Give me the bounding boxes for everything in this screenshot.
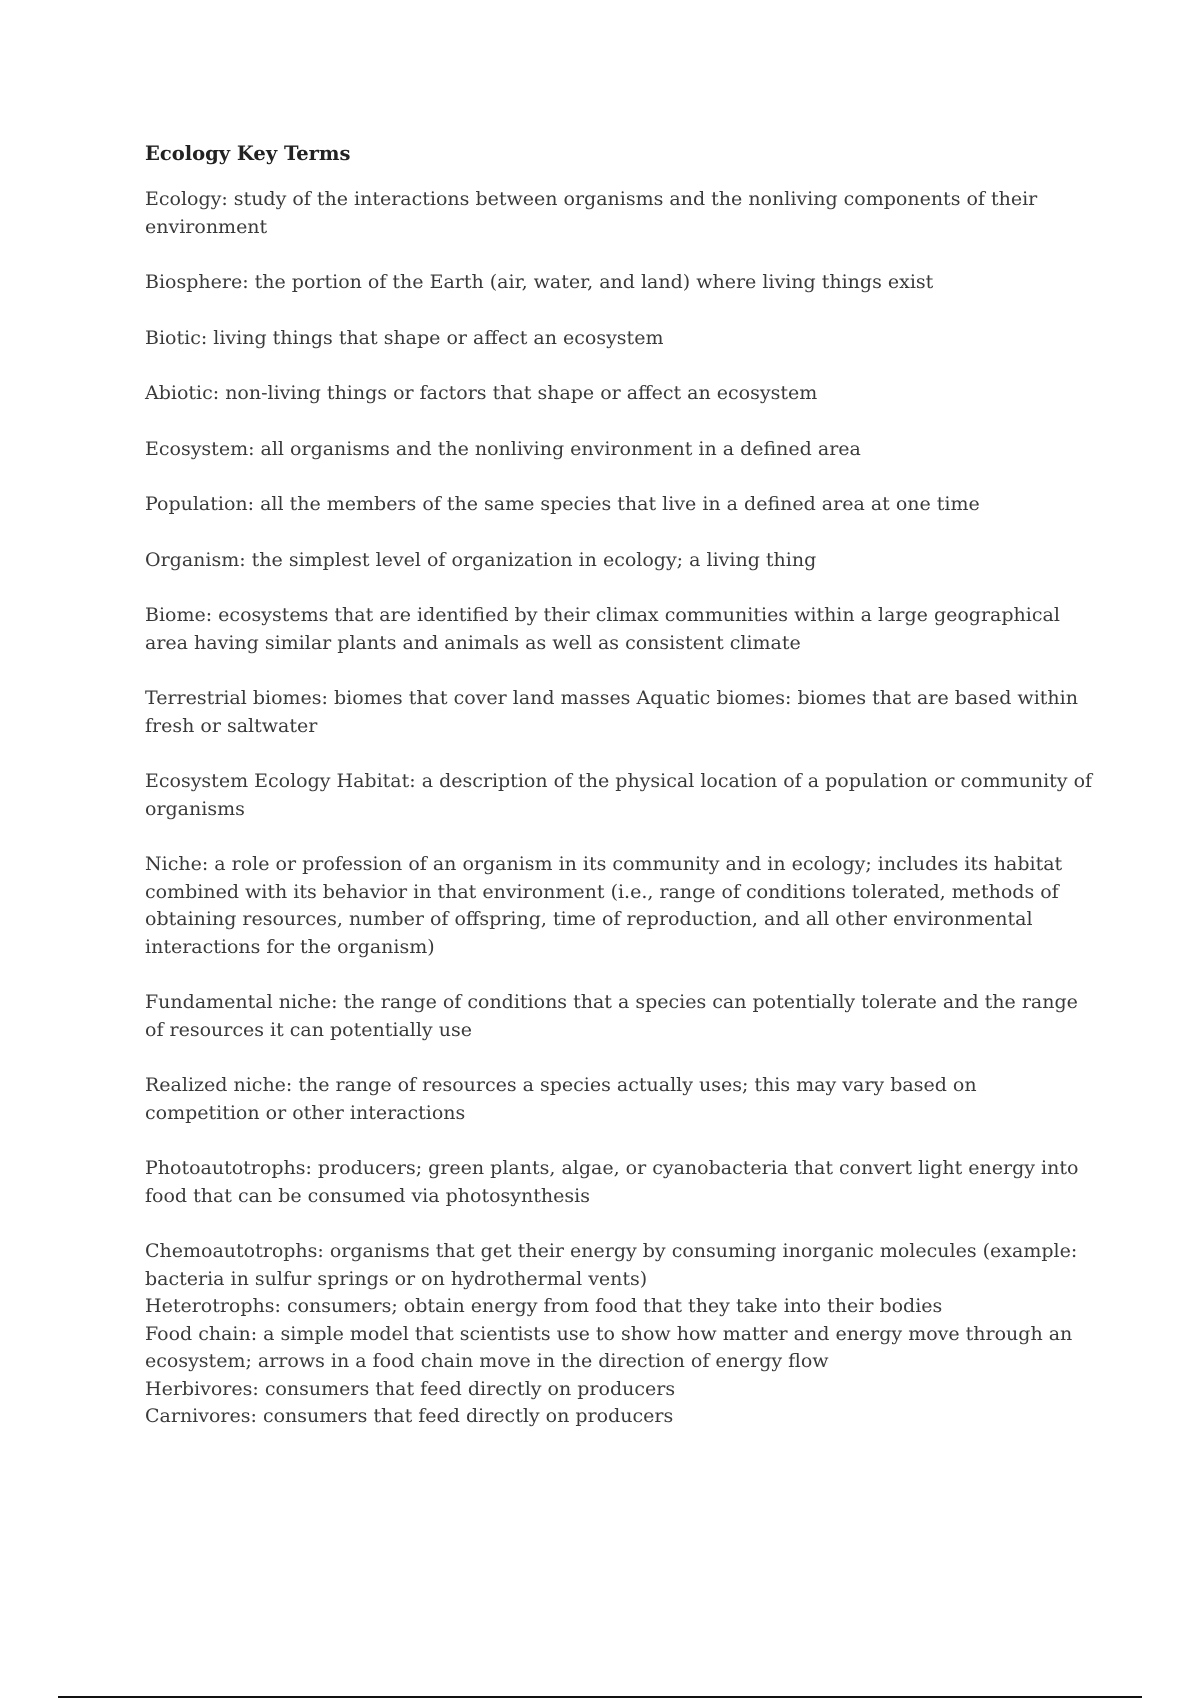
term-terrestrial-aquatic-biomes: Terrestrial biomes: biomes that cover land masses Aquatic biomes: biomes that are based within fresh or saltwater xyxy=(145,687,1078,737)
term-biome: Biome: ecosystems that are identified by their climax communities within a large geographical area having similar plants and animals as well as consistent climate xyxy=(145,604,1060,654)
term-realized-niche: Realized niche: the range of resources a species actually uses; this may vary based on competition or other interactions xyxy=(145,1074,977,1124)
term-herbivores: Herbivores: consumers that feed directly on producers xyxy=(145,1377,676,1400)
term-fundamental-niche: Fundamental niche: the range of conditions that a species can potentially tolerate and the range of resources it can potentially use xyxy=(145,991,1078,1041)
term-population: Population: all the members of the same species that live in a defined area at one time xyxy=(145,493,980,515)
term-abiotic: Abiotic: non-living things or factors that shape or affect an ecosystem xyxy=(145,382,818,404)
document-title: Ecology Key Terms xyxy=(145,142,351,165)
term-heterotrophs: Heterotrophs: consumers; obtain energy from food that they take into their bodies xyxy=(145,1295,943,1317)
document-page xyxy=(145,140,1095,1431)
term-carnivores: Carnivores: consumers that feed directly on producers xyxy=(145,1405,674,1427)
term-chemoautotrophs: Chemoautotrophs: organisms that get their energy by consuming inorganic molecules (example: bacteria in sulfur springs or on hydrothermal vents) xyxy=(145,1240,1078,1290)
term-ecology: Ecology: study of the interactions between organisms and the nonliving components of their environment xyxy=(145,188,1038,238)
term-biotic: Biotic: living things that shape or affect an ecosystem xyxy=(145,326,664,349)
term-food-chain: Food chain: a simple model that scientists use to show how matter and energy move through an ecosystem; arrows in a food chain move in the direction of energy flow xyxy=(145,1322,1073,1372)
page-bottom-rule xyxy=(58,1696,1142,1698)
term-niche: Niche: a role or profession of an organism in its community and in ecology; includes its habitat combined with its behavior in that environment (i.e., range of conditions tolerated, methods of obtaining resources, number of offspring, time of reproduction, and all other environmental interactions for the organism) xyxy=(145,853,1063,958)
term-habitat: Ecosystem Ecology Habitat: a description of the physical location of a population or community of organisms xyxy=(145,770,1093,820)
term-photoautotrophs: Photoautotrophs: producers; green plants, algae, or cyanobacteria that convert light energy into food that can be consumed via photosynthesis xyxy=(145,1157,1079,1207)
term-organism: Organism: the simplest level of organization in ecology; a living thing xyxy=(145,548,817,571)
term-biosphere: Biosphere: the portion of the Earth (air, water, and land) where living things exist xyxy=(145,271,934,293)
term-ecosystem: Ecosystem: all organisms and the nonliving environment in a defined area xyxy=(145,437,861,460)
